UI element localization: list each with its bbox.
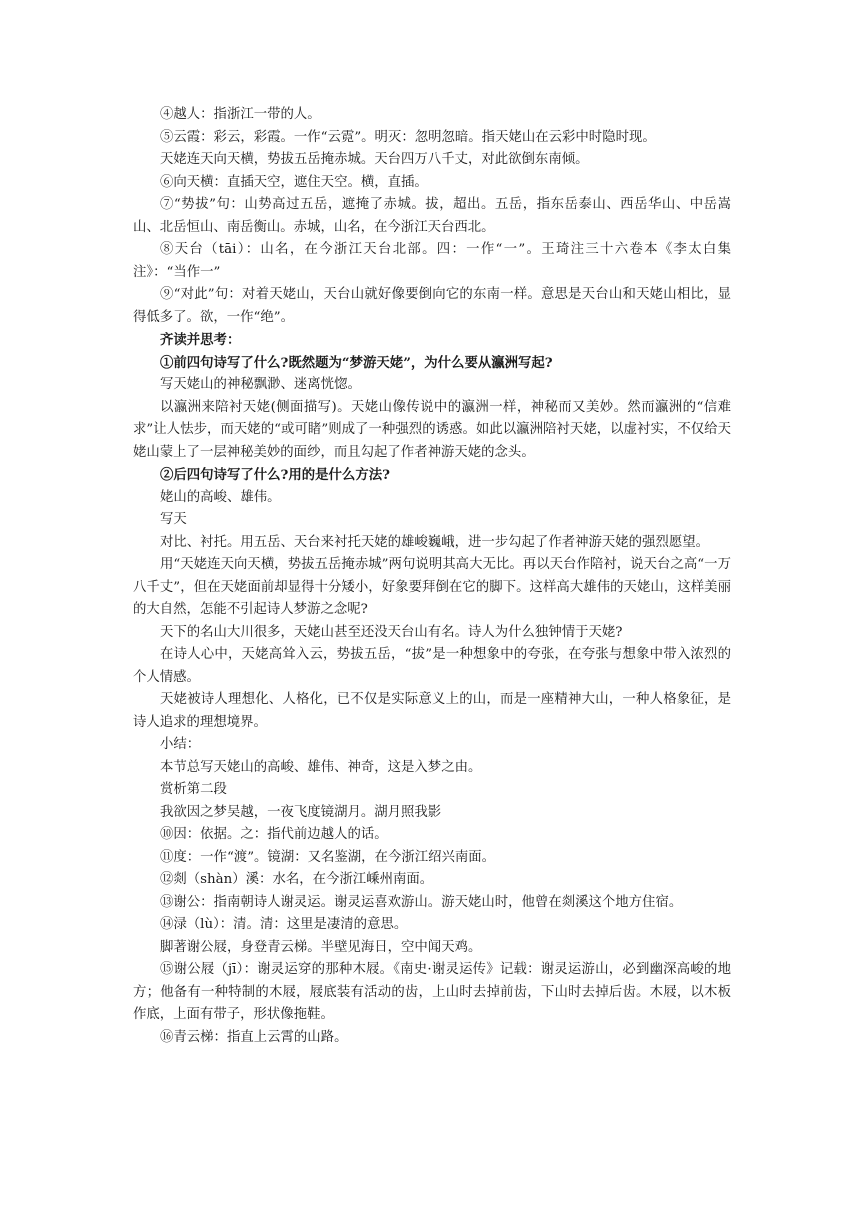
note-paragraph: ⑯青云梯：指直上云霄的山路。	[160, 1029, 348, 1045]
answer-paragraph: 用“天姥连天向天横，势拔五岳掩赤城”两句说明其高大无比。再以天台作陪衬，说天台之高“一万八千丈”，但在天姥面前却显得十分矮小，好象要拜倒在它的脚下。这样高大雄伟的天姥山，这样美丽的大自然，怎能不引起诗人梦游之念呢?	[133, 557, 731, 617]
poem-line: 脚著谢公屐，身登青云梯。半壁见海日，空中闻天鸡。	[160, 939, 482, 955]
note-paragraph: ④越人：指浙江一带的人。	[160, 107, 321, 122]
note-paragraph: ⑨“对此”句：对着天姥山，天台山就好像要倒向它的东南一样。意思是天台山和天姥山相比，显得低多了。欲，一作“绝”。	[133, 287, 731, 325]
poem-line: 我欲因之梦吴越，一夜飞度镜湖月。湖月照我影	[160, 804, 442, 820]
summary-paragraph: 本节总写天姥山的高峻、雄伟、神奇，这是入梦之由。	[160, 759, 482, 775]
poem-line: 天姥连天向天横，势拔五岳掩赤城。天台四万八千丈，对此欲倒东南倾。	[160, 152, 589, 167]
question-paragraph: 天下的名山大川很多，天姥山甚至还没天台山有名。诗人为什么独钟情于天姥?	[160, 624, 623, 640]
question-heading: ②后四句诗写了什么?用的是什么方法?	[160, 467, 390, 483]
answer-paragraph: 对比、衬托。用五岳、天台来衬托天姥的雄峻巍峨，进一步勾起了作者神游天姥的强烈愿望。	[160, 534, 710, 550]
note-paragraph: ⑭渌（lù）：清。清：这里是凄清的意思。	[160, 917, 408, 932]
note-paragraph: ⑧天台（tāi）：山名，在今浙江天台北部。四：一作“一”。王琦注三十六卷本《李太白集注》：“当作一”	[133, 242, 731, 280]
note-paragraph: ⑥向天横：直插天空，遮住天空。横，直插。	[160, 174, 428, 190]
answer-paragraph: 天姥被诗人理想化、人格化，已不仅是实际意义上的山，而是一座精神大山，一种人格象征，是诗人追求的理想境界。	[133, 692, 731, 730]
note-paragraph: ⑩因：依据。之：指代前边越人的话。	[160, 827, 388, 842]
section-label: 赏析第二段	[160, 782, 227, 797]
summary-label: 小结：	[160, 737, 201, 752]
note-paragraph: ⑦“势拔”句：山势高过五岳，遮掩了赤城。拔，超出。五岳，指东岳泰山、西岳华山、中岳嵩山、北岳恒山、南岳衡山。赤城，山名，在今浙江天台西北。	[133, 197, 731, 235]
section-heading: 齐读并思考：	[160, 332, 241, 348]
answer-paragraph: 在诗人心中，天姥高耸入云，势拔五岳，“拔”是一种想象中的夸张，在夸张与想象中带入浓烈的个人情感。	[133, 647, 731, 685]
answer-paragraph: 写天	[160, 512, 187, 527]
note-paragraph: ⑬谢公：指南朝诗人谢灵运。谢灵运喜欢游山。游天姥山时，他曾在剡溪这个地方住宿。	[160, 894, 683, 910]
answer-paragraph: 写天姥山的神秘飘渺、迷离恍惚。	[160, 377, 361, 392]
answer-paragraph: 姥山的高峻、雄伟。	[160, 489, 281, 505]
note-paragraph: ⑫剡（shàn）溪：水名，在今浙江嵊州南面。	[160, 872, 434, 887]
question-heading: ①前四句诗写了什么?既然题为“梦游天姥”，为什么要从瀛洲写起?	[160, 354, 553, 371]
answer-paragraph: 以瀛洲来陪衬天姥(侧面描写)。天姥山像传说中的瀛洲一样，神秘而又美妙。然而瀛洲的“信难求”让人怯步，而天姥的“或可睹”则成了一种强烈的诱惑。如此以瀛洲陪衬天姥，以虚衬实，不仅给天姥山蒙上了一层神秘美妙的面纱，而且勾起了作者神游天姥的念头。	[133, 399, 731, 460]
note-paragraph: ⑮谢公屐（jī）：谢灵运穿的那种木屐。《南史·谢灵运传》记载：谢灵运游山，必到幽深高峻的地方；他备有一种特制的木屐，屐底装有活动的齿，上山时去掉前齿，下山时去掉后齿。木屐，以木板作底，上面有带子，形状像拖鞋。	[133, 962, 731, 1022]
note-paragraph: ⑪度：一作“渡”。镜湖：又名鉴湖，在今浙江绍兴南面。	[160, 849, 496, 865]
note-paragraph: ⑤云霞：彩云，彩霞。一作“云霓”。明灭：忽明忽暗。指天姥山在云彩中时隐时现。	[160, 129, 656, 145]
document-body	[133, 104, 731, 1049]
